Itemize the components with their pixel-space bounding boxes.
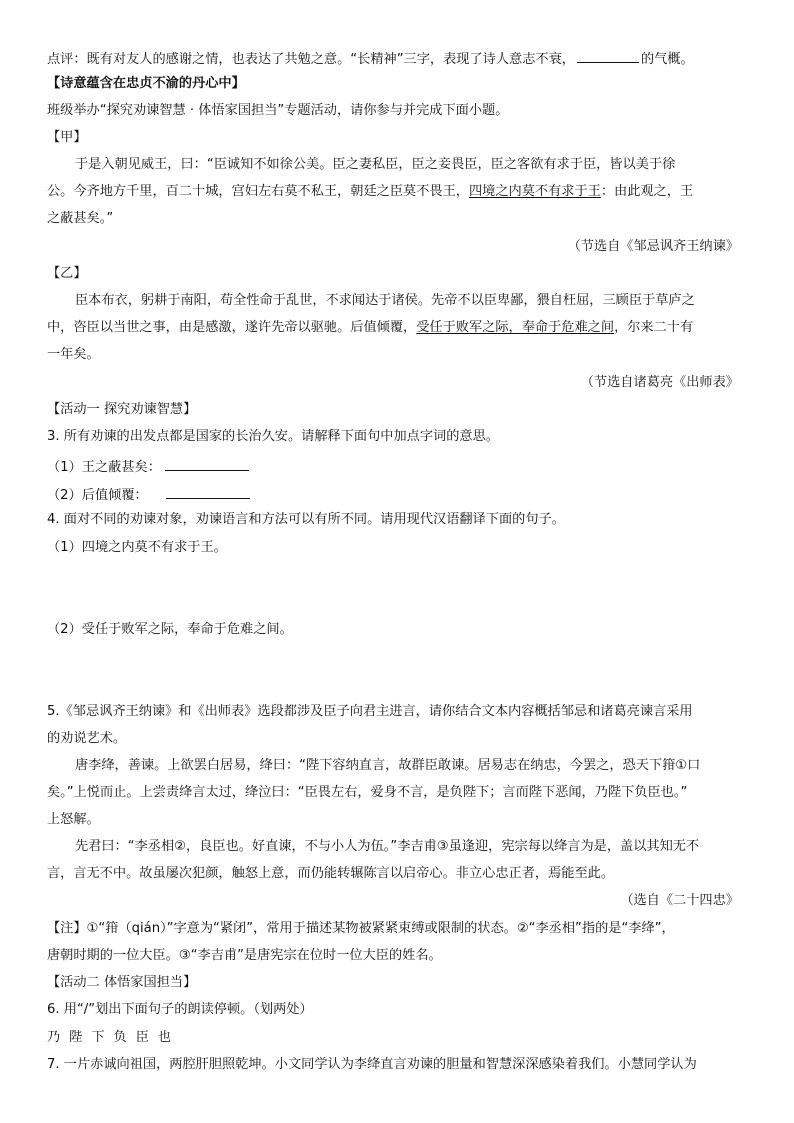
question-item-text: （1）王之蔽甚矣：	[47, 460, 161, 475]
passage-bing-line: 矣。”上悦而止。上尝责绛言太过，绛泣曰：“臣畏左右，爱身不言，是负陛下；言而陛下恶闻，乃陛下负臣也。”	[47, 785, 688, 800]
commentary-tail: 的气概。	[640, 52, 694, 67]
footnote-line: 【注】①“箝（qián）”字意为“紧闭”，常用于描述某物被紧紧束缚或限制的状态。②“李丞相”指的是“李绛”，	[47, 921, 675, 936]
question-3-item-2	[47, 486, 250, 502]
passage-yi-line: 臣本布衣，躬耕于南阳，苟全性命于乱世，不求闻达于诸侯。先帝不以臣卑鄙，猥自枉屈，三顾臣于草庐之	[75, 293, 695, 308]
passage-jia-line	[47, 185, 693, 198]
passage-bing-line: 先君曰：“李丞相②，良臣也。好直谏，不与小人为伍。”李吉甫③虽逢迎，宪宗每以绛言为是，盖以其知无不	[75, 839, 700, 854]
underlined-sentence: 四境之内莫不有求于王	[469, 184, 601, 199]
answer-blank[interactable]	[577, 50, 639, 63]
question-3-stem: 3. 所有劝谏的出发点都是国家的长治久安。请解释下面句中加点字词的意思。	[47, 429, 499, 444]
question-4-item-1: （1）四境之内莫不有求于王。	[47, 540, 227, 555]
passage-bing-line: 上怒解。	[47, 812, 100, 827]
passage-yi-label: 【乙】	[47, 266, 87, 281]
commentary-line	[47, 50, 694, 66]
passage-bing-line: 言，言无不中。故虽屡次犯颜，触怒上意，而仍能转辗陈言以启帝心。非立心忠正者，焉能至此。	[47, 866, 615, 881]
question-3-item-1	[47, 458, 249, 474]
commentary-text: 点评：既有对友人的感谢之情，也表达了共勉之意。“长精神”三字，表现了诗人意志不衰，	[47, 52, 575, 67]
underlined-sentence: 受任于败军之际，奉命于危难之间	[416, 320, 615, 335]
passage-text: 公。今齐地方千里，百二十城，宫妇左右莫不私王，朝廷之臣莫不畏王，	[47, 184, 469, 199]
activity-one-heading: 【活动一 探究劝谏智慧】	[47, 402, 197, 417]
passage-text: ：由此观之，王	[600, 184, 694, 199]
question-item-text: （2）后值倾覆：	[47, 488, 148, 503]
question-4-stem: 4. 面对不同的劝谏对象，劝谏语言和方法可以有所不同。请用现代汉语翻译下面的句子。	[47, 512, 565, 527]
activity-intro: 班级举办“探究劝谏智慧 · 体悟家国担当”专题活动，请你参与并完成下面小题。	[47, 103, 509, 118]
passage-yi-source: （节选自诸葛亮《出师表》	[580, 375, 739, 390]
question-6-sentence[interactable]: 乃陛下负臣也	[47, 1030, 181, 1045]
activity-two-heading: 【活动二 体悟家国担当】	[47, 975, 197, 990]
question-6-stem: 6. 用“/”划出下面句子的朗读停顿。（划两处）	[47, 1002, 313, 1017]
answer-blank[interactable]	[166, 486, 250, 499]
section-heading: 【诗意蕴含在忠贞不渝的丹心中】	[47, 76, 245, 91]
passage-bing-source: （选自《二十四忠》	[620, 893, 739, 908]
passage-jia-label: 【甲】	[47, 130, 87, 145]
question-7-line: 7. 一片赤诚向祖国，两腔肝胆照乾坤。小文同学认为李绛直言劝谏的胆量和智慧深深感染着我们。小慧同学认为	[47, 1057, 697, 1072]
passage-text: 中，咨臣以当世之事，由是感激，遂许先帝以驱驰。后值倾覆，	[47, 320, 417, 335]
question-4-item-2: （2）受任于败军之际，奉命于危难之间。	[47, 622, 293, 637]
passage-yi-line	[47, 321, 693, 334]
passage-text: ，尔来二十有	[614, 320, 694, 335]
passage-jia-line: 于是入朝见威王，曰：“臣诚知不如徐公美。臣之妻私臣，臣之妾畏臣，臣之客欲有求于臣，皆以美于徐	[75, 157, 676, 172]
answer-blank[interactable]	[165, 458, 249, 471]
question-5-line: 5.《邹忌讽齐王纳谏》和《出师表》选段都涉及臣子向君主进言，请你结合文本内容概括邹忌和诸葛亮谏言采用	[47, 704, 693, 719]
passage-bing-line: 唐李绛，善谏。上欲罢白居易，绛曰：“陛下容纳直言，故群臣敢谏。居易志在纳忠，今罢之，恐天下箝①口	[75, 758, 701, 773]
footnote-line: 唐朝时期的一位大臣。③“李吉甫”是唐宪宗在位时一位大臣的姓名。	[47, 948, 442, 963]
passage-jia-source: （节选自《邹忌讽齐王纳谏》	[567, 239, 739, 254]
question-5-line: 的劝说艺术。	[47, 731, 127, 746]
passage-yi-line: 一年矣。	[47, 347, 100, 362]
passage-jia-line: 之蔽甚矣。”	[47, 211, 114, 226]
